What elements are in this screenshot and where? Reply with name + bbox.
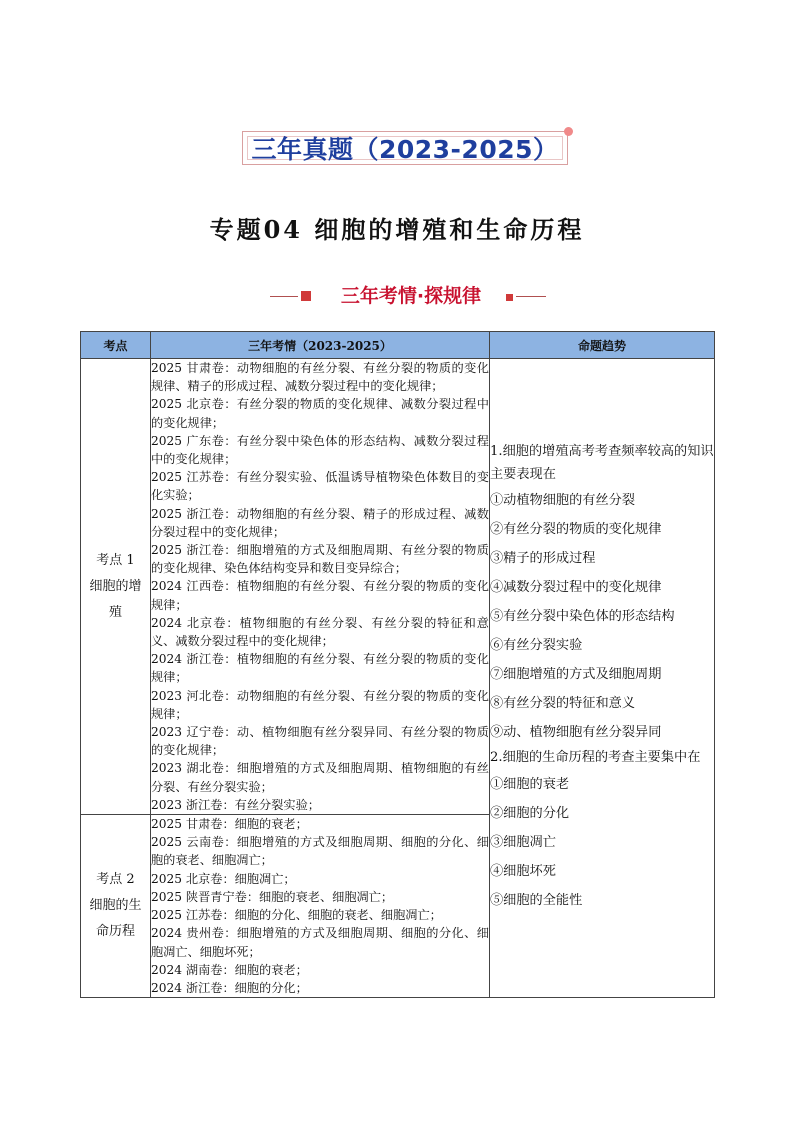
situation-entry: 2024 北京卷：植物细胞的有丝分裂、有丝分裂的特征和意义、减数分裂过程中的变化规律； <box>151 615 489 649</box>
situation-entry: 2023 河北卷：动物细胞的有丝分裂、有丝分裂的物质的变化规律； <box>151 688 489 721</box>
situation-entry: 2025 甘肃卷：细胞的衰老； <box>151 817 308 832</box>
situation-entry: 2025 江苏卷：细胞的分化、细胞的衰老、细胞凋亡； <box>151 908 442 923</box>
situation-entry: 2025 浙江卷：动物细胞的有丝分裂、精子的形成过程、减数分裂过程中的变化规律； <box>151 506 489 539</box>
situation-entry: 2025 陕晋青宁卷：细胞的衰老、细胞凋亡； <box>151 889 394 904</box>
trend-item: ⑤有丝分裂中染色体的形态结构 <box>490 609 675 625</box>
trend-item: ⑥有丝分裂实验 <box>490 638 583 654</box>
situation-entry: 2025 云南卷：细胞增殖的方式及细胞周期、细胞的分化、细胞的衰老、细胞凋亡； <box>151 835 489 868</box>
table-header-row <box>81 332 715 359</box>
situation-cell-1 <box>151 359 490 815</box>
heading-left-line <box>270 296 298 297</box>
trend-item: ③细胞凋亡 <box>490 834 556 850</box>
trend-item: ②有丝分裂的物质的变化规律 <box>490 522 662 538</box>
situation-entry: 2023 浙江卷：有丝分裂实验； <box>151 797 320 812</box>
trend-item: ③精子的形成过程 <box>490 551 596 567</box>
situation-entry: 2024 湖南卷：细胞的衰老； <box>151 962 308 977</box>
topic-line: 殖 <box>108 604 122 620</box>
situation-entry: 2025 北京卷：细胞凋亡； <box>151 871 296 886</box>
situation-entry: 2024 贵州卷：细胞增殖的方式及细胞周期、细胞的分化、细胞凋亡、细胞坏死； <box>151 926 489 959</box>
heading-left-square-icon <box>301 291 311 301</box>
situation-entry: 2023 湖北卷：细胞增殖的方式及细胞周期、植物细胞的有丝分裂、有丝分裂实验； <box>151 761 489 794</box>
situation-entry: 2025 江苏卷：有丝分裂实验、低温诱导植物染色体数目的变化实验； <box>151 470 489 503</box>
header-situation: 三年考情（2023-2025） <box>151 332 490 359</box>
trend-item: ④细胞坏死 <box>490 863 556 879</box>
situation-entry: 2024 浙江卷：植物细胞的有丝分裂、有丝分裂的物质的变化规律； <box>151 652 489 685</box>
banner-dot-decoration <box>564 127 573 136</box>
trend-item: 2.细胞的生命历程的考查主要集中在 <box>490 750 701 766</box>
situation-entry: 2025 浙江卷：细胞增殖的方式及细胞周期、有丝分裂的物质的变化规律、染色体结构变异和数目变异综合； <box>151 543 489 576</box>
trend-item: ①细胞的衰老 <box>490 776 570 792</box>
header-topic: 考点 <box>81 332 151 359</box>
trend-item: ④减数分裂过程中的变化规律 <box>490 580 662 596</box>
banner-text: 三年真题（2023-2025） <box>251 135 559 164</box>
trend-item: ⑦细胞增殖的方式及细胞周期 <box>490 667 662 683</box>
section-heading <box>270 281 546 307</box>
situation-entry: 2025 北京卷：有丝分裂的物质的变化规律、减数分裂过程中的变化规律； <box>151 397 489 430</box>
topic-line: 细胞的增 <box>89 578 142 594</box>
trend-item: 1.细胞的增殖高考考查频率较高的知识主要表现在 <box>490 444 714 482</box>
section-heading-text: 三年考情·探规律 <box>340 285 482 307</box>
situation-entry: 2025 甘肃卷：动物细胞的有丝分裂、有丝分裂的物质的变化规律、精子的形成过程、减数分裂过程中的变化规律； <box>151 361 489 394</box>
heading-right-square-icon <box>506 294 513 301</box>
situation-entry: 2023 辽宁卷：动、植物细胞有丝分裂异同、有丝分裂的物质的变化规律； <box>151 725 489 758</box>
document-title: 专题04 细胞的增殖和生命历程 <box>209 215 585 244</box>
title-banner <box>242 131 568 165</box>
trend-item: ②细胞的分化 <box>490 805 570 821</box>
trend-item: ⑧有丝分裂的特征和意义 <box>490 696 636 712</box>
situation-entry: 2024 江西卷：植物细胞的有丝分裂、有丝分裂的物质的变化规律； <box>151 579 489 612</box>
table-row-topic-1 <box>81 359 715 815</box>
trend-cell <box>490 359 715 998</box>
topic-cell-1 <box>81 359 151 815</box>
topic-line: 考点 2 <box>96 872 135 888</box>
trend-item: ①动植物细胞的有丝分裂 <box>490 493 636 509</box>
situation-entry: 2025 广东卷：有丝分裂中染色体的形态结构、减数分裂过程中的变化规律； <box>151 433 489 467</box>
trend-item: ⑨动、植物细胞有丝分裂异同 <box>490 725 662 741</box>
heading-right-line <box>516 296 546 297</box>
topic-cell-2 <box>81 815 151 998</box>
situation-entry: 2024 浙江卷：细胞的分化； <box>151 980 308 995</box>
header-trend: 命题趋势 <box>490 332 715 359</box>
situation-cell-2 <box>151 815 490 998</box>
trend-item: ⑤细胞的全能性 <box>490 892 583 908</box>
topic-line: 细胞的生 <box>89 898 142 914</box>
exam-analysis-table <box>80 331 715 998</box>
topic-line: 考点 1 <box>96 552 135 568</box>
topic-line: 命历程 <box>95 924 135 940</box>
